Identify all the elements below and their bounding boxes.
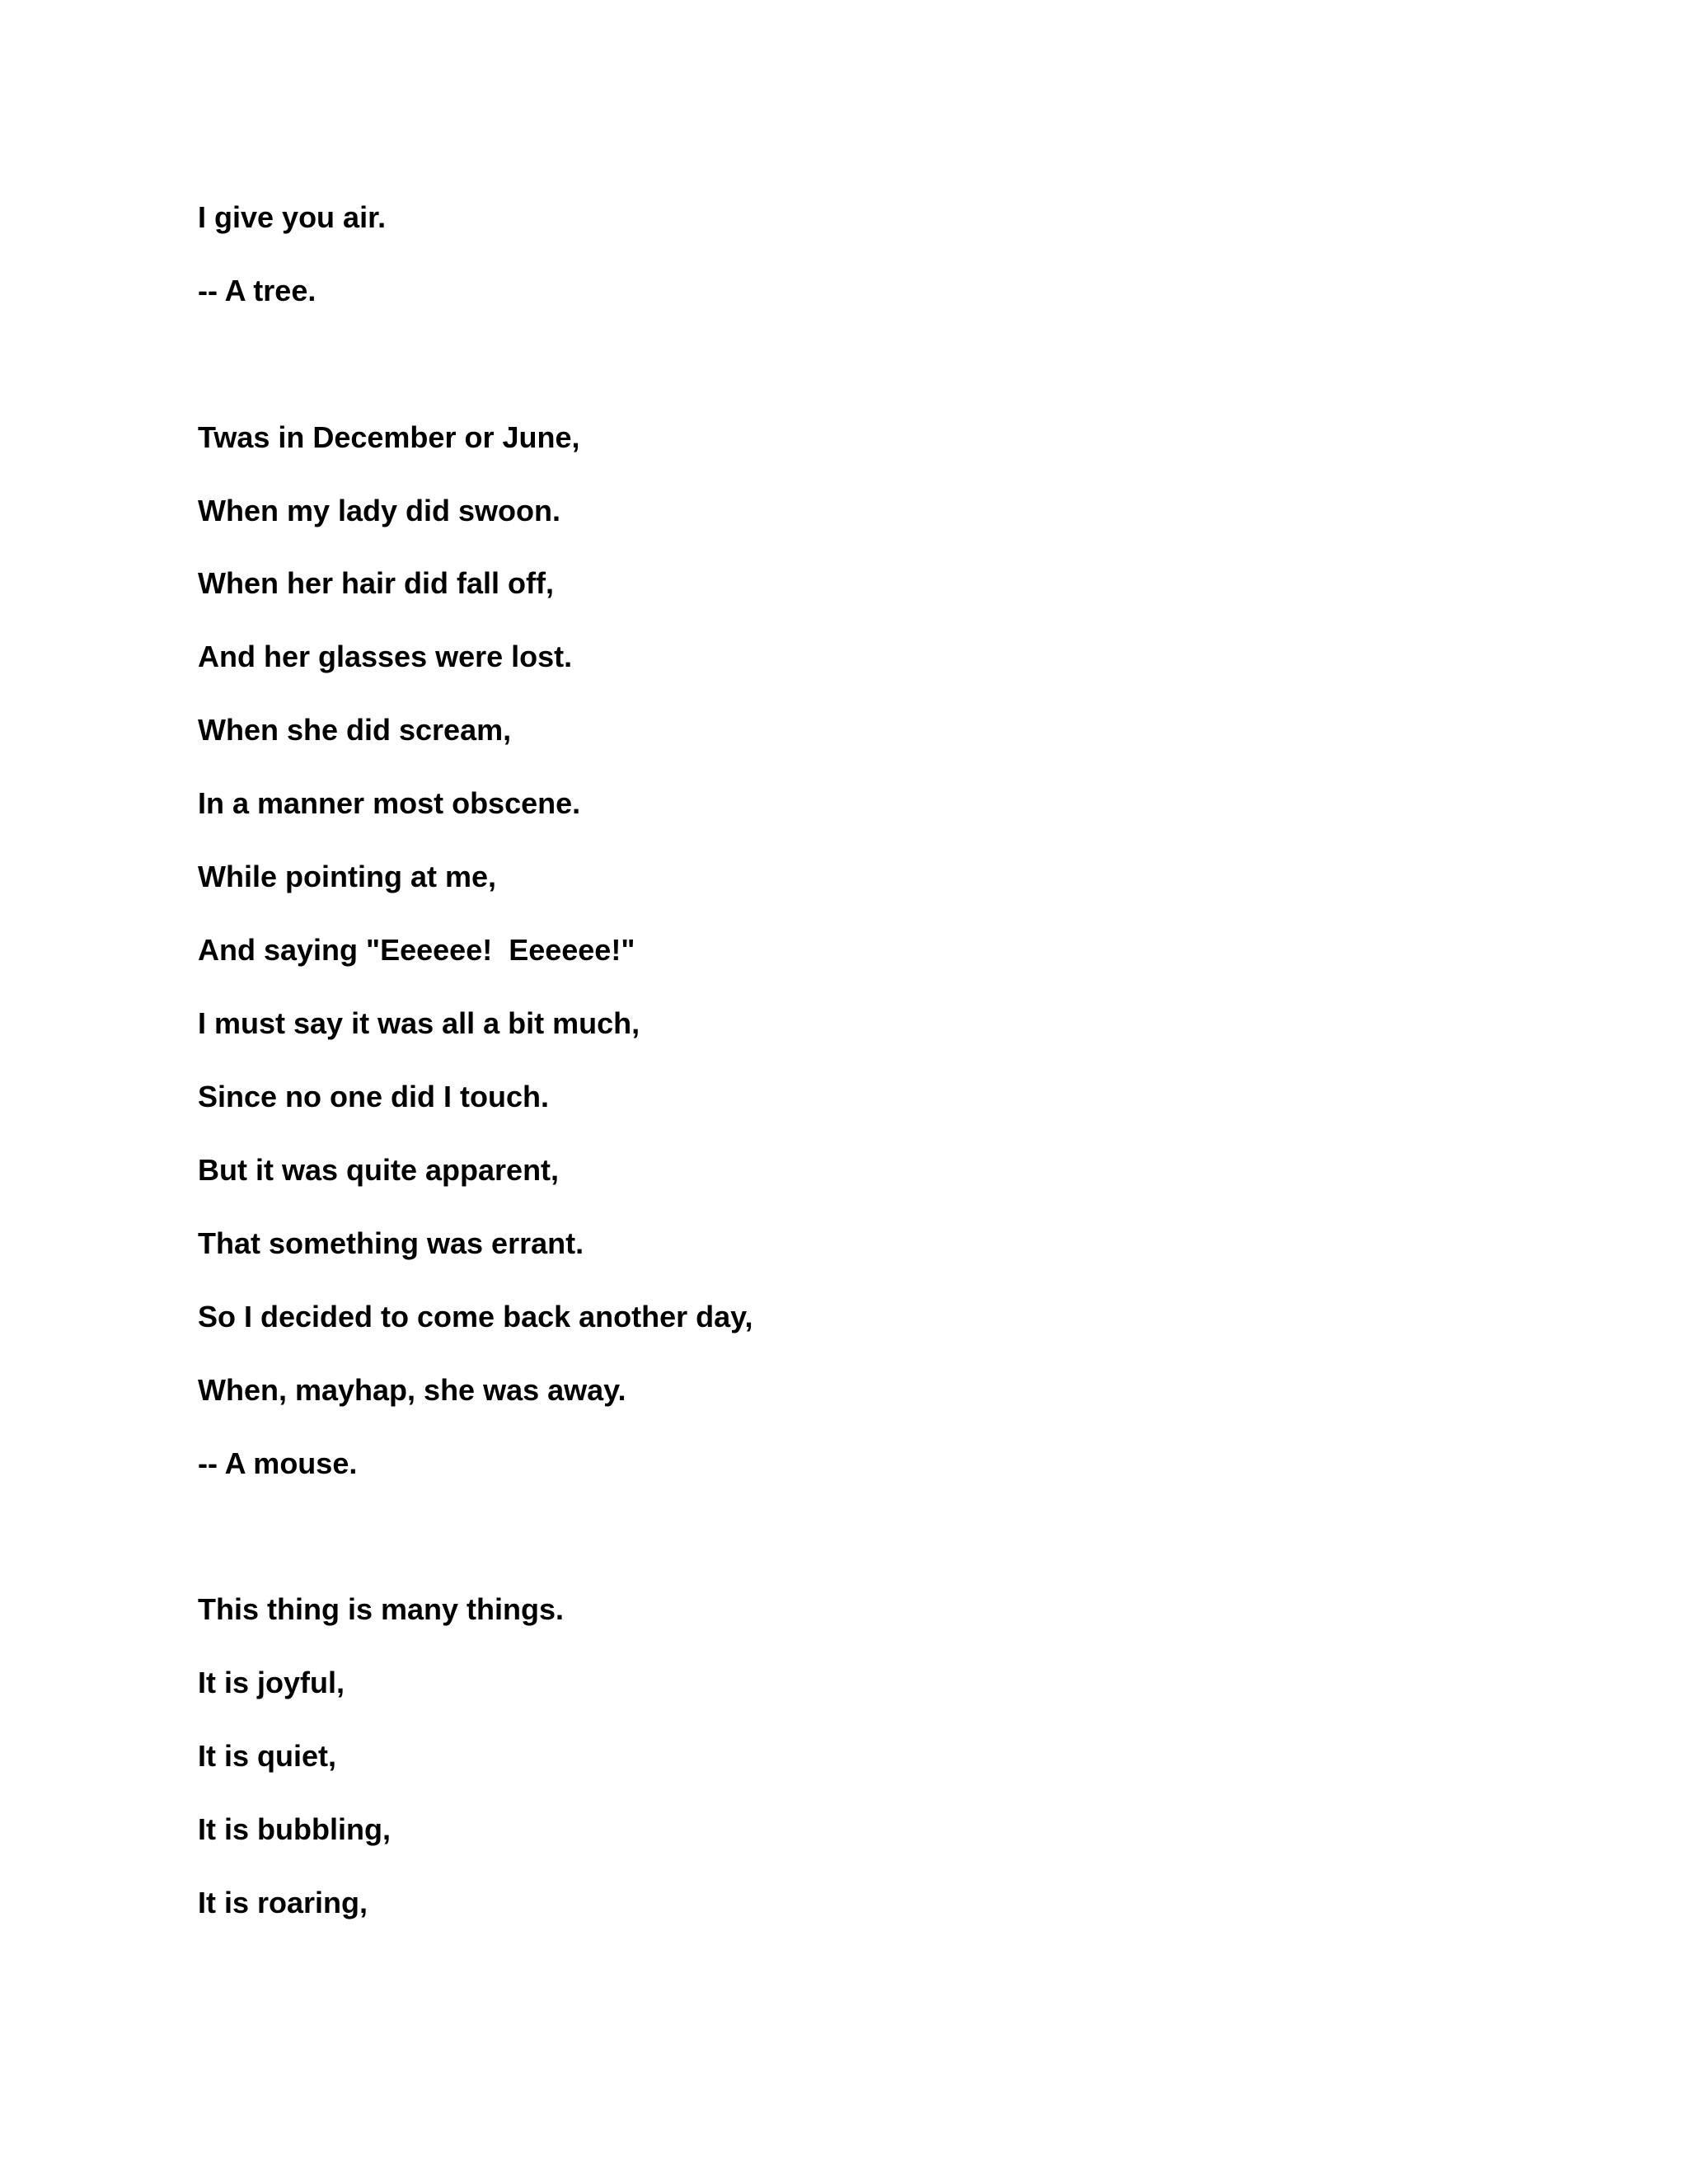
- text-line: It is roaring,: [198, 1886, 368, 1919]
- text-line: In a manner most obscene.: [198, 786, 581, 820]
- text-line: But it was quite apparent,: [198, 1153, 560, 1187]
- text-line: It is bubbling,: [198, 1812, 391, 1846]
- text-line: It is joyful,: [198, 1666, 345, 1699]
- text-line: Since no one did I touch.: [198, 1080, 550, 1113]
- text-line: When my lady did swoon.: [198, 494, 561, 527]
- text-line: And her glasses were lost.: [198, 640, 573, 673]
- text-line: While pointing at me,: [198, 860, 496, 893]
- text-line: I must say it was all a bit much,: [198, 1006, 640, 1040]
- text-line: -- A tree.: [198, 274, 316, 307]
- text-line: I give you air.: [198, 200, 387, 234]
- text-line: Twas in December or June,: [198, 420, 580, 454]
- text-line: This thing is many things.: [198, 1592, 565, 1626]
- text-line: When she did scream,: [198, 713, 512, 747]
- text-line: When her hair did fall off,: [198, 566, 554, 600]
- text-line: When, mayhap, she was away.: [198, 1373, 626, 1407]
- text-line: It is quiet,: [198, 1739, 337, 1773]
- text-line: That something was errant.: [198, 1226, 584, 1260]
- text-line: -- A mouse.: [198, 1446, 358, 1480]
- text-line: And saying "Eeeeee! Eeeeee!": [198, 933, 635, 967]
- text-line: So I decided to come back another day,: [198, 1300, 753, 1333]
